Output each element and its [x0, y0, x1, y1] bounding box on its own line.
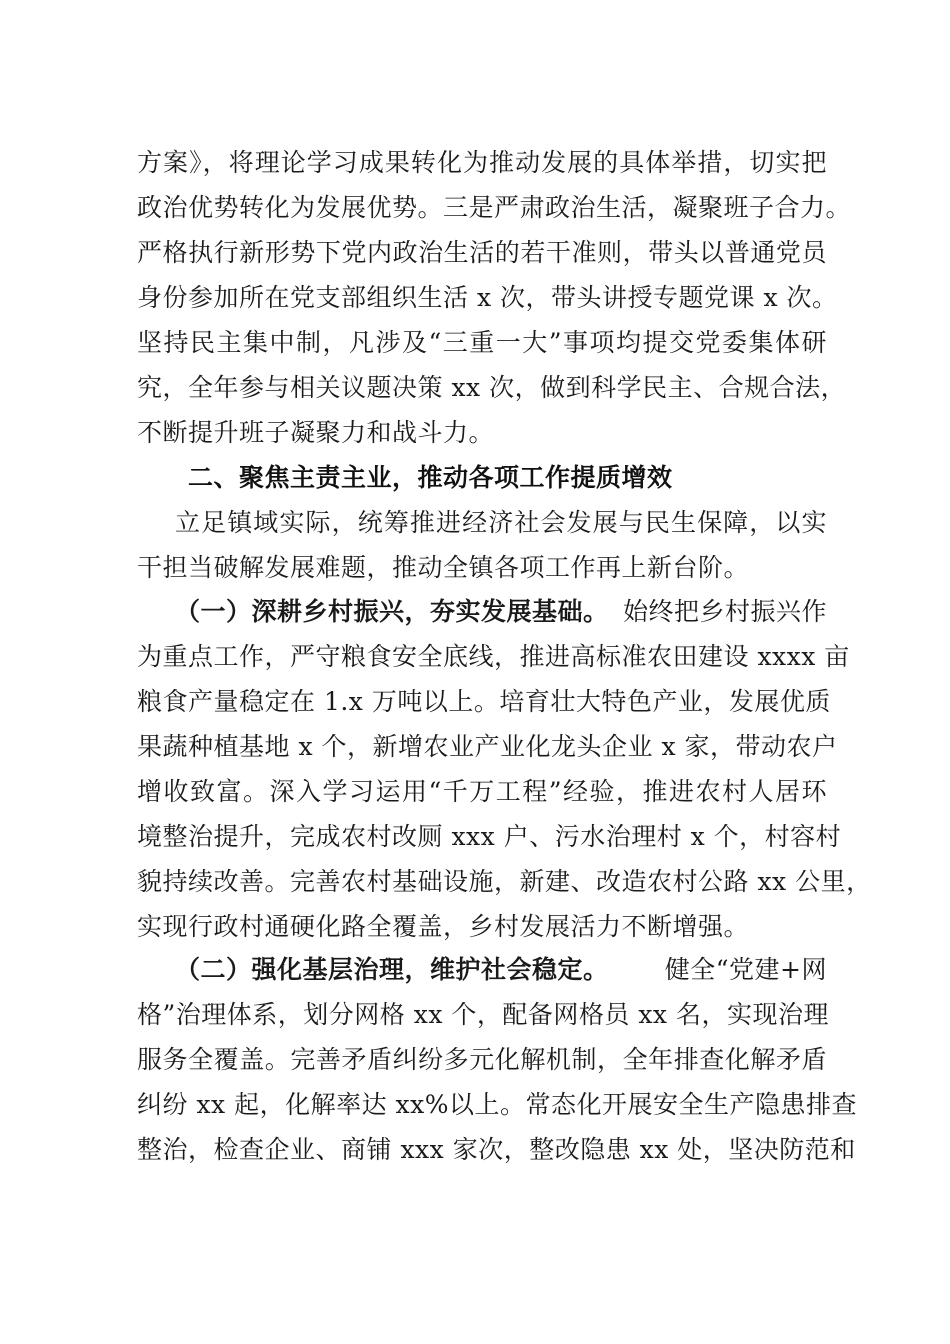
- paragraph-first-line-rest: 始终把乡村振兴作: [622, 597, 827, 626]
- paragraph-line: 境整治提升，完成农村改厕 xxx 户、污水治理村 x 个，村容村: [137, 822, 842, 851]
- paragraph-line: 整治，检查企业、商铺 xxx 家次，整改隐患 xx 处，坚决防范和: [137, 1135, 856, 1164]
- paragraph-first-line: [175, 955, 827, 985]
- paragraph-line: 格”治理体系，划分网格 xx 个，配备网格员 xx 名，实现治理: [137, 1000, 829, 1029]
- paragraph-line: 服务全覆盖。完善矛盾纠纷多元化解机制，全年排查化解矛盾: [137, 1045, 827, 1074]
- paragraph-line: 方案》，将理论学习成果转化为推动发展的具体举措，切实把: [137, 148, 827, 177]
- paragraph-line: 粮食产量稳定在 1.x 万吨以上。培育壮大特色产业，发展优质: [137, 687, 831, 716]
- paragraph-line: 坚持民主集中制，凡涉及“三重一大”事项均提交党委集体研: [137, 328, 827, 357]
- paragraph-line: 立足镇域实际，统筹推进经济社会发展与民生保障，以实: [175, 508, 827, 537]
- paragraph-line: 干担当破解发展难题，推动全镇各项工作再上新台阶。: [137, 553, 750, 582]
- paragraph-first-line: [175, 597, 827, 627]
- subsection-lead: （二）强化基层治理，维护社会稳定。: [175, 955, 609, 984]
- paragraph-line: 增收致富。深入学习运用“千万工程”经验，推进农村人居环: [137, 777, 827, 806]
- section-heading: 二、聚焦主责主业，推动各项工作提质增效: [188, 463, 673, 492]
- paragraph-line: 严格执行新形势下党内政治生活的若干准则，带头以普通党员: [137, 238, 827, 267]
- paragraph-line: 究，全年参与相关议题决策 xx 次，做到科学民主、合规合法，: [137, 373, 847, 402]
- paragraph-line: 为重点工作，严守粮食安全底线，推进高标准农田建设 xxxx 亩: [137, 642, 850, 671]
- paragraph-line: 貌持续改善。完善农村基础设施，新建、改造农村公路 xx 公里，: [137, 867, 872, 896]
- paragraph-line: 实现行政村通硬化路全覆盖，乡村发展活力不断增强。: [137, 912, 750, 941]
- paragraph-line: 身份参加所在党支部组织生活 x 次，带头讲授专题党课 x 次。: [137, 283, 838, 312]
- paragraph-line: 纠纷 xx 起，化解率达 xx%以上。常态化开展安全生产隐患排查: [137, 1090, 857, 1119]
- paragraph-line: 不断提升班子凝聚力和战斗力。: [137, 418, 495, 447]
- paragraph-line: 政治优势转化为发展优势。三是严肃政治生活，凝聚班子合力。: [137, 193, 852, 222]
- subsection-lead: （一）深耕乡村振兴，夯实发展基础。: [175, 597, 609, 626]
- paragraph-first-line-rest: 健全“党建+网: [664, 955, 827, 984]
- paragraph-line: 果蔬种植基地 x 个，新增农业产业化龙头企业 x 家，带动农户: [137, 732, 838, 761]
